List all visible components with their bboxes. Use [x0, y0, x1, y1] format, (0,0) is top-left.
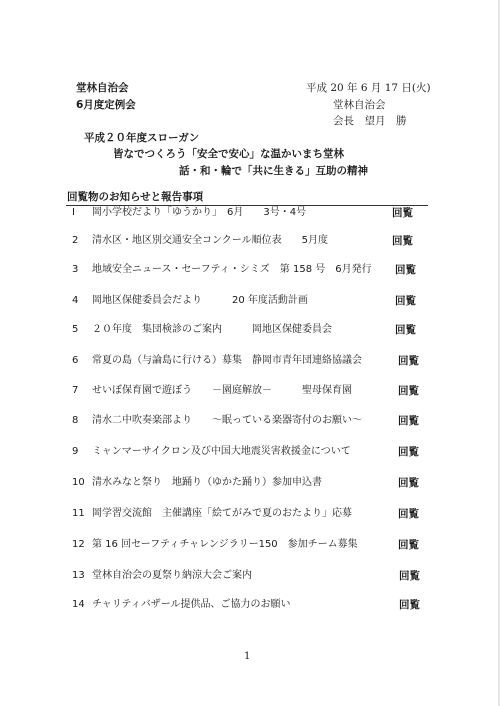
- item-number: 3: [72, 264, 79, 275]
- item-text: 清水みなと祭り 地踊り（ゆかた踊り）参加申込書: [92, 477, 322, 488]
- list-item: [0, 323, 500, 337]
- list-item: [0, 234, 500, 248]
- item-number: 2: [72, 235, 79, 246]
- item-number: 12: [72, 539, 85, 550]
- circulation-mark: 回覧: [392, 207, 413, 219]
- item-text: 岡地区保健委員会だより 20 年度活動計画: [92, 295, 308, 306]
- circulation-mark: 回覧: [398, 477, 419, 489]
- slogan-line-1: 皆なでつくろう「安全で安心」な温かいまち堂林: [113, 148, 344, 160]
- sender-name: 会長 望月 勝: [333, 115, 407, 127]
- list-item: [0, 569, 500, 583]
- item-number: 6: [72, 355, 79, 366]
- circulation-mark: 回覧: [399, 570, 420, 582]
- list-item: [0, 294, 500, 308]
- slogan-title: 平成２０年度スローガン: [84, 132, 200, 144]
- page-number: 1: [244, 651, 251, 662]
- list-item: [0, 538, 500, 552]
- item-number: 13: [72, 570, 85, 581]
- item-number: 8: [72, 415, 79, 426]
- list-item: [0, 445, 500, 459]
- item-number: 5: [72, 324, 79, 335]
- slogan-line-2: 話・和・輪で「共に生きる」互助の精神: [179, 165, 368, 177]
- item-text: 岡小学校だより「ゆうかり」 6月 3号・4号: [92, 207, 307, 218]
- item-number: 4: [72, 295, 79, 306]
- circulation-mark: 回覧: [398, 508, 419, 520]
- item-text: せいぼ保育園で遊ぼう －園庭解放－ 聖母保育園: [92, 385, 352, 396]
- circulation-mark: 回覧: [395, 264, 416, 276]
- item-text: ミャンマーサイクロン及び中国大地震災害救援金について: [92, 446, 351, 457]
- organization-name: 堂林自治会: [76, 82, 129, 94]
- item-number: 10: [72, 477, 85, 488]
- item-number: Ⅰ: [72, 207, 75, 218]
- list-item: [0, 263, 500, 277]
- item-text: チャリティバザール提供品、ご協力のお願い: [92, 599, 291, 610]
- item-number: 7: [72, 385, 79, 396]
- circulation-mark: 回覧: [392, 235, 413, 247]
- list-item: [0, 384, 500, 398]
- item-number: 11: [72, 508, 85, 519]
- circulation-mark: 回覧: [398, 355, 419, 367]
- circulation-mark: 回覧: [395, 295, 416, 307]
- item-number: 9: [72, 446, 79, 457]
- list-item: [0, 354, 500, 368]
- circulation-mark: 回覧: [399, 599, 420, 611]
- item-text: 常夏の島（与論島に行ける）募集 静岡市青年団連絡協議会: [92, 355, 362, 366]
- circulation-mark: 回覧: [398, 385, 419, 397]
- section-title: 回覧物のお知らせと報告事項: [67, 191, 204, 203]
- item-text: 清水区・地区別交通安全コンクール順位表 5月度: [92, 235, 328, 246]
- circulation-mark: 回覧: [398, 539, 419, 551]
- list-item: [0, 414, 500, 428]
- meeting-title: 6月度定例会: [76, 99, 136, 111]
- item-text: 岡学習交流館 主催講座「絵てがみで夏のおたより」応募: [92, 508, 352, 519]
- sender-organization: 堂林自治会: [333, 99, 386, 111]
- circulation-mark: 回覧: [398, 415, 419, 427]
- item-text: 堂林自治会の夏祭り納涼大会ご案内: [92, 570, 252, 581]
- item-text: ２０年度 集団検診のご案内 岡地区保健委員会: [92, 324, 332, 335]
- item-text: 清水二中吹奏楽部より ～眠っている楽器寄付のお願い～: [92, 415, 362, 426]
- list-item: [0, 206, 500, 220]
- circulation-mark: 回覧: [398, 446, 419, 458]
- list-item: [0, 598, 500, 612]
- list-item: [0, 476, 500, 490]
- list-item: [0, 507, 500, 521]
- item-number: 14: [72, 599, 85, 610]
- document-date: 平成 20 年 6 月 17 日(火): [306, 82, 431, 94]
- item-text: 第 16 回セーフティチャレンジラリー150 参加チーム募集: [92, 539, 358, 550]
- circulation-mark: 回覧: [395, 324, 416, 336]
- item-text: 地域安全ニュース・セーフティ・シミズ 第 158 号 6月発行: [92, 264, 372, 275]
